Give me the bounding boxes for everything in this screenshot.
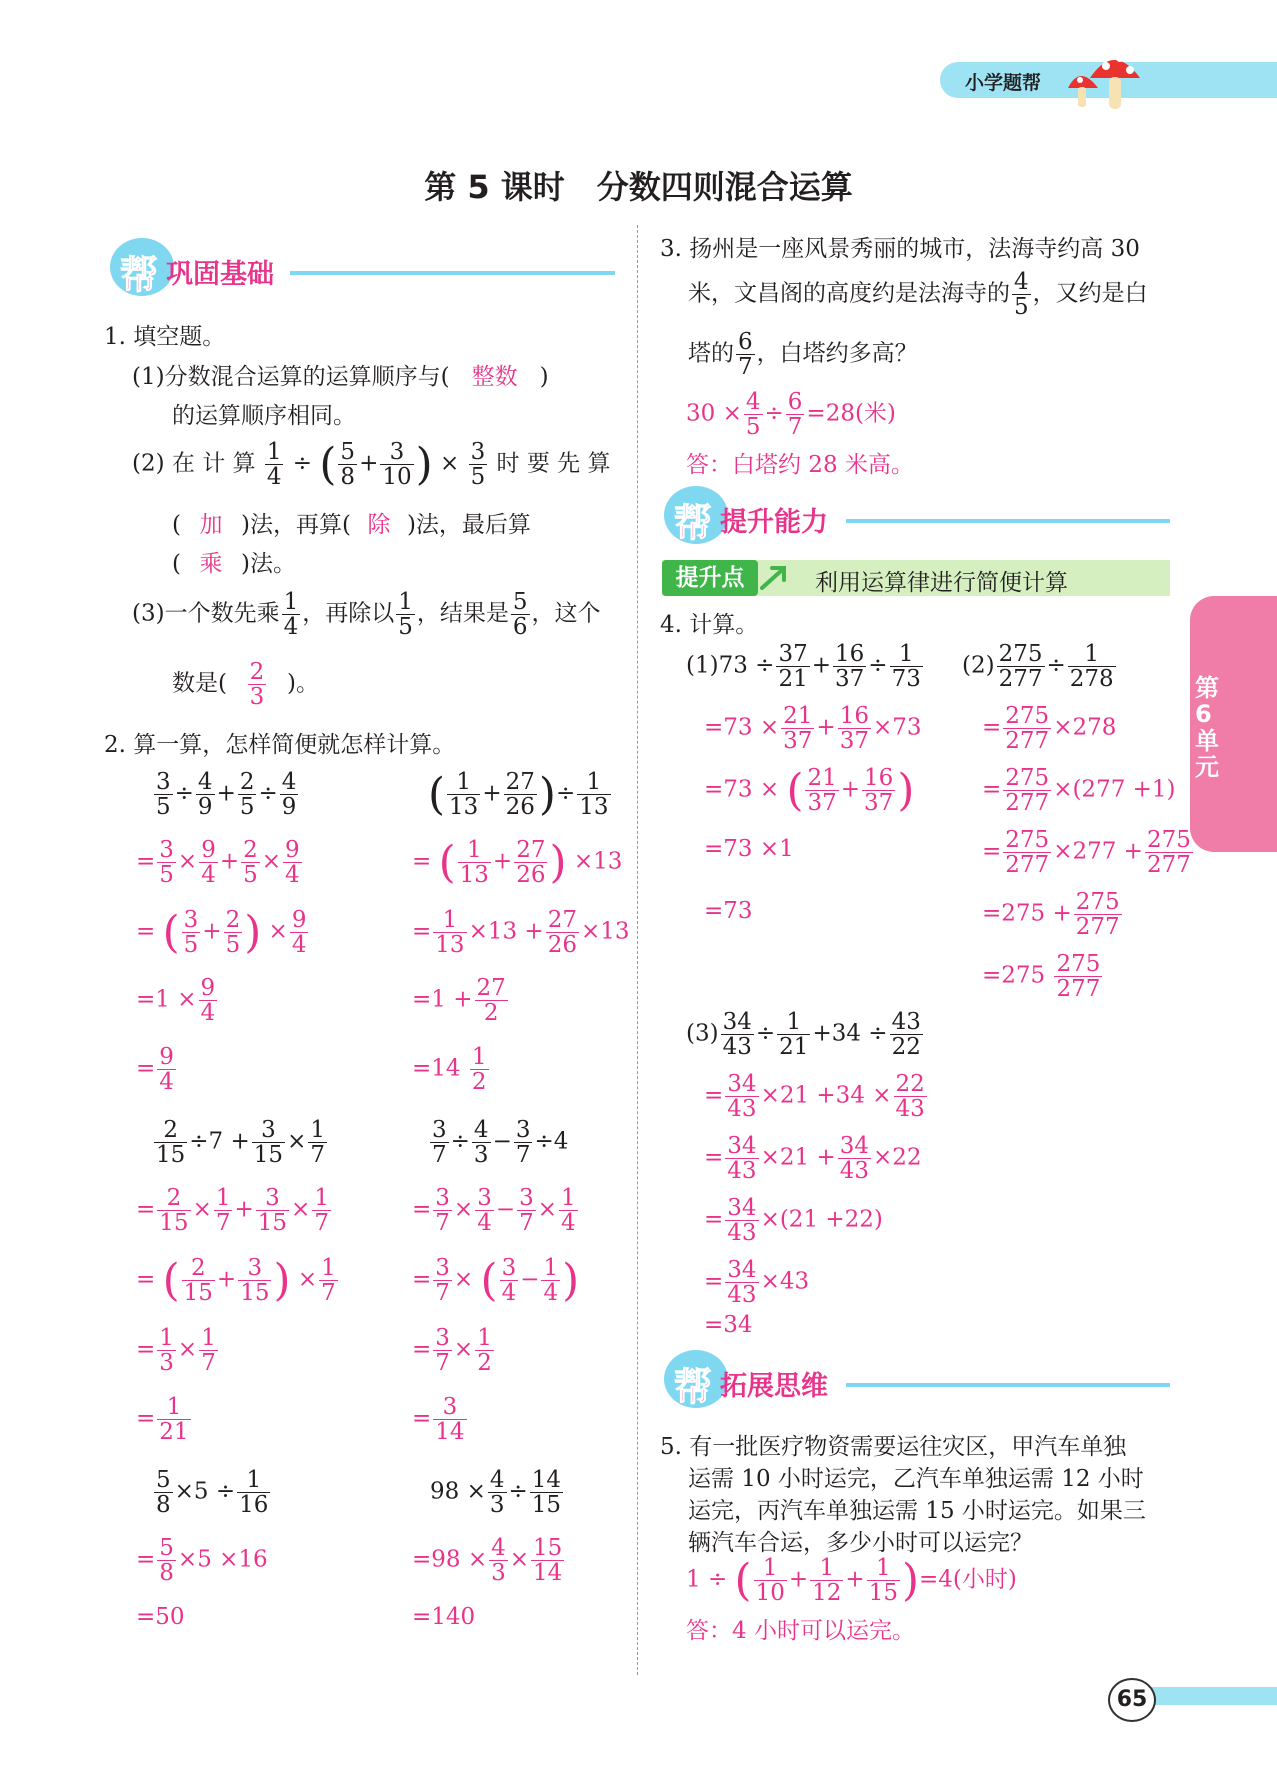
column-divider bbox=[637, 225, 638, 1675]
q5-answer: 答：4 小时可以运完。 bbox=[686, 1618, 915, 1644]
q4-problem-3: (3) $\frac{34}{43}$ ÷ $\frac{1}{21}$ +34 ÷ $\frac{43}{22}$ bbox=[686, 1009, 921, 1061]
q5-line-4: 辆汽车合运，多少小时可以运完？ bbox=[688, 1530, 1033, 1556]
q3-line-1: 3. 扬州是一座风景秀丽的城市，法海寺约高 30 bbox=[660, 236, 1140, 262]
q3-answer: 答：白塔约 28 米高。 bbox=[686, 452, 914, 478]
q2-problem-2: ( $\frac{1}{13}$ + $\frac{27}{26}$ )÷ $\frac{1}{13}$ bbox=[428, 768, 609, 821]
q4-p2-step: = $\frac{275}{277}$ ×277 + $\frac{275}{277}$ bbox=[982, 827, 1191, 879]
q2-p2-step: = $\frac{1}{13}$ ×13 + $\frac{27}{26}$ ×13 bbox=[412, 907, 630, 959]
q1-answer-add: 加 bbox=[199, 512, 223, 538]
q2-p3-step: = $\frac{2}{15}$ × $\frac{1}{7}$ + $\frac{3}{15}$ × $\frac{1}{7}$ bbox=[136, 1185, 329, 1237]
section-expand-title: 拓展思维 bbox=[720, 1371, 828, 1402]
q5-line-3: 运完，丙汽车单独运需 15 小时运完。如果三 bbox=[688, 1498, 1146, 1524]
q2-problem-1: $\frac{3}{5}$ ÷ $\frac{4}{9}$ + $\frac{2}{5}$ ÷ $\frac{4}{9}$ bbox=[156, 769, 297, 821]
q1-part2-last: ( 乘 )法。 bbox=[172, 545, 296, 578]
section-expand-header: 帮 拓展思维 bbox=[664, 1350, 1170, 1412]
q2-p3-step: = ( $\frac{2}{15}$ + $\frac{3}{15}$ ) × $\frac{1}{7}$ bbox=[136, 1254, 336, 1307]
q2-p5-step: =50 bbox=[136, 1604, 185, 1630]
q3-line-3: 塔的 $\frac{6}{7}$ ，白塔约多高？ bbox=[688, 329, 918, 381]
mushroom-icon bbox=[1058, 44, 1148, 120]
q2-p2-step: =14 $\frac{1}{2}$ bbox=[412, 1044, 487, 1096]
unit-side-tab-label: 第6单元 bbox=[1195, 674, 1219, 782]
q5-line-2: 运需 10 小时运完，乙汽车单独运需 12 小时 bbox=[688, 1466, 1144, 1492]
q4-p3-step: = $\frac{34}{43}$ ×43 bbox=[704, 1257, 810, 1309]
q4-p3-step: = $\frac{34}{43}$ ×21 +34 × $\frac{22}{43}$ bbox=[704, 1071, 925, 1123]
q2-p1-step: =1 × $\frac{9}{4}$ bbox=[136, 975, 216, 1027]
q4-p2-step: = $\frac{275}{277}$ ×(277 +1) bbox=[982, 765, 1176, 817]
lesson-title: 第 5 课时 分数四则混合运算 bbox=[424, 168, 853, 206]
page-number: 65 bbox=[1108, 1678, 1156, 1722]
q1-answer-div: 除 bbox=[367, 512, 391, 538]
q2-p3-step: = $\frac{1}{3}$ × $\frac{1}{7}$ bbox=[136, 1325, 216, 1377]
section-basic-header: 帮 巩固基础 bbox=[110, 238, 615, 300]
q1-answer-1: 整数 bbox=[471, 364, 518, 390]
q4-p2-step: =275 + $\frac{275}{277}$ bbox=[982, 889, 1120, 941]
q2-p2-step: = ( $\frac{1}{13}$ + $\frac{27}{26}$ ) ×13 bbox=[412, 836, 623, 889]
q1-part3-answer-line: 数是( $\frac{2}{3}$ )。 bbox=[172, 659, 319, 711]
tip-arrow-icon bbox=[758, 562, 792, 598]
q2-title: 2. 算一算，怎样简便就怎样计算。 bbox=[104, 732, 456, 758]
q2-p1-step: = ( $\frac{3}{5}$ + $\frac{2}{5}$ ) × $\frac{9}{4}$ bbox=[136, 906, 307, 959]
book-title: 小学题帮 bbox=[965, 72, 1042, 94]
q2-p2-step: =1 + $\frac{27}{2}$ bbox=[412, 975, 506, 1027]
q3-solution: 30 × $\frac{4}{5}$ ÷ $\frac{6}{7}$ =28(米) bbox=[686, 389, 896, 441]
q4-p3-step: = $\frac{34}{43}$ ×(21 +22) bbox=[704, 1195, 883, 1247]
q4-p2-step: = $\frac{275}{277}$ ×278 bbox=[982, 703, 1117, 755]
q2-p4-step: = $\frac{3}{7}$ × ( $\frac{3}{4}$ − $\frac{1}{4}$ ) bbox=[412, 1254, 580, 1307]
q4-problem-1: (1)73 ÷ $\frac{37}{21}$ + $\frac{16}{37}$ ÷ $\frac{1}{73}$ bbox=[686, 641, 921, 693]
q1-part1: (1)分数混合运算的运算顺序与( 整数 ) bbox=[132, 358, 549, 391]
q2-p4-step: = $\frac{3}{7}$ × $\frac{3}{4}$ − $\frac{3}{7}$ × $\frac{1}{4}$ bbox=[412, 1185, 576, 1237]
section-advance-title: 提升能力 bbox=[720, 507, 828, 538]
q2-problem-6: 98 × $\frac{4}{3}$ ÷ $\frac{14}{15}$ bbox=[430, 1467, 562, 1519]
q1-answer-mul: 乘 bbox=[199, 551, 223, 577]
section-basic-title: 巩固基础 bbox=[166, 259, 274, 290]
q4-p1-step: =73 × ( $\frac{21}{37}$ + $\frac{16}{37}$ ) bbox=[704, 764, 915, 817]
tip-text: 利用运算律进行简便计算 bbox=[815, 570, 1068, 596]
section-advance-header: 帮 提升能力 bbox=[664, 486, 1170, 548]
q4-p1-step: =73 bbox=[704, 898, 753, 924]
q2-p5-step: = $\frac{5}{8}$ ×5 ×16 bbox=[136, 1535, 268, 1587]
q4-p3-step: = $\frac{34}{43}$ ×21 + $\frac{34}{43}$ ×22 bbox=[704, 1133, 922, 1185]
q4-p1-step: =73 × $\frac{21}{37}$ + $\frac{16}{37}$ ×73 bbox=[704, 703, 922, 755]
q2-p6-step: =140 bbox=[412, 1604, 476, 1630]
q2-p4-step: = $\frac{3}{14}$ bbox=[412, 1394, 465, 1446]
q1-part2: (2) 在 计 算 $\frac{1}{4}$ ÷ ( $\frac{5}{8}$ + $\frac{3}{10}$ ) × $\frac{3}{5}$ 时 要 先 算 bbox=[132, 438, 611, 491]
q2-problem-3: $\frac{2}{15}$ ÷7 + $\frac{3}{15}$ × $\frac{1}{7}$ bbox=[156, 1117, 325, 1169]
q1-part1-cont: 的运算顺序相同。 bbox=[172, 403, 356, 429]
q1-part3: (3)一个数先乘 $\frac{1}{4}$ ，再除以 $\frac{1}{5}$ ，结果是 $\frac{5}{6}$ ，这个 bbox=[132, 589, 601, 641]
q4-p1-step: =73 ×1 bbox=[704, 836, 794, 862]
q5-line-1: 5. 有一批医疗物资需要运往灾区，甲汽车单独 bbox=[660, 1434, 1127, 1460]
q2-problem-4: $\frac{3}{7}$ ÷ $\frac{4}{3}$ − $\frac{3}{7}$ ÷4 bbox=[432, 1117, 569, 1169]
q2-p6-step: =98 × $\frac{4}{3}$ × $\frac{15}{14}$ bbox=[412, 1535, 563, 1587]
q2-p3-step: = $\frac{1}{21}$ bbox=[136, 1394, 189, 1446]
q4-title: 4. 计算。 bbox=[660, 612, 759, 638]
q3-line-2: 米，文昌阁的高度约是法海寺的 $\frac{4}{5}$ ，又约是白 bbox=[688, 269, 1148, 321]
q1-part2-blanks: ( 加 )法，再算( 除 )法，最后算 bbox=[172, 506, 531, 539]
q1-title: 1. 填空题。 bbox=[104, 324, 226, 350]
q4-problem-2: (2) $\frac{275}{277}$ ÷ $\frac{1}{278}$ bbox=[962, 641, 1114, 693]
q2-p4-step: = $\frac{3}{7}$ × $\frac{1}{2}$ bbox=[412, 1325, 492, 1377]
q4-p2-step: =275 $\frac{275}{277}$ bbox=[982, 951, 1101, 1003]
q2-p1-step: = $\frac{9}{4}$ bbox=[136, 1044, 174, 1096]
q2-problem-5: $\frac{5}{8}$ ×5 ÷ $\frac{1}{16}$ bbox=[156, 1467, 269, 1519]
q4-p3-step: =34 bbox=[704, 1312, 753, 1338]
q5-solution: 1 ÷ ( $\frac{1}{10}$ + $\frac{1}{12}$ + $\frac{1}{15}$ )=4(小时) bbox=[686, 1554, 1017, 1607]
tip-label: 提升点 bbox=[662, 560, 758, 596]
q2-p1-step: = $\frac{3}{5}$ × $\frac{9}{4}$ + $\frac{2}{5}$ × $\frac{9}{4}$ bbox=[136, 837, 300, 889]
